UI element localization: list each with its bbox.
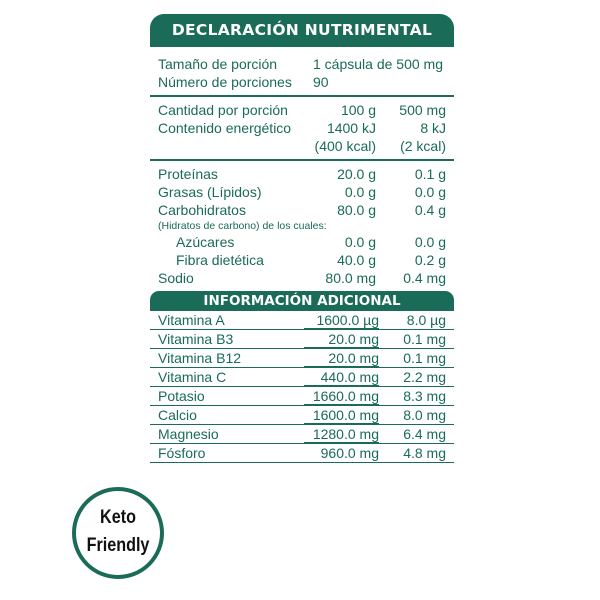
mineral-row [150, 444, 454, 463]
mineral-col2: 4.8 mg [403, 445, 446, 461]
vitamin-col1: 440.0 mg [304, 368, 379, 386]
mineral-label: Calcio [158, 407, 197, 423]
mineral-col1: 1280.0 mg [304, 425, 379, 443]
serving-size-label: Tamaño de porción [158, 56, 278, 72]
carb-sub-col1: 0.0 g [344, 234, 376, 250]
sodium-row [150, 269, 454, 287]
nutrient-col1: 0.0 g [344, 184, 376, 200]
nutrient-label: Proteínas [158, 166, 218, 182]
energy-col1-kj: 1400 kJ [326, 120, 376, 136]
mineral-col2: 6.4 mg [403, 426, 446, 442]
vitamin-row [150, 349, 454, 368]
nutrition-panel [150, 14, 454, 463]
vitamin-row [150, 368, 454, 387]
vitamin-label: Vitamina B3 [158, 331, 234, 347]
mineral-row [150, 387, 454, 406]
vitamin-label: Vitamina A [158, 312, 225, 328]
carb-sub-label: Azúcares [176, 234, 235, 250]
nutrient-col2: 0.1 g [414, 166, 446, 182]
vitamin-col1: 20.0 mg [304, 349, 379, 367]
column-header-col1: 100 g [340, 102, 376, 118]
energy-col1-kcal: (400 kcal) [314, 138, 376, 154]
nutrient-col1: 80.0 g [337, 202, 376, 218]
carb-sub-row [150, 233, 454, 251]
additional-info-title: INFORMACIÓN ADICIONAL [150, 291, 454, 311]
mineral-col1: 960.0 mg [320, 445, 379, 461]
vitamin-col1: 1600.0 µg [304, 311, 379, 329]
nutrient-row [150, 165, 454, 183]
serving-count-label: Número de porciones [158, 74, 292, 90]
energy-label: Contenido energético [158, 120, 292, 136]
mineral-label: Fósforo [158, 445, 206, 461]
carb-sub-col2: 0.2 g [414, 252, 446, 268]
mineral-col2: 8.3 mg [403, 388, 446, 404]
badge-line2: Friendly [86, 535, 150, 556]
vitamin-row [150, 330, 454, 349]
serving-size-value: 1 cápsula de 500 mg [313, 56, 443, 72]
mineral-label: Potasio [158, 388, 205, 404]
vitamin-col2: 0.1 mg [403, 331, 446, 347]
mineral-col1: 1600.0 mg [304, 406, 379, 424]
carb-sub-label: Fibra dietética [176, 252, 264, 268]
nutrient-col1: 20.0 g [337, 166, 376, 182]
carb-note-row [150, 219, 454, 233]
nutrient-row [150, 183, 454, 201]
energy-col2-kcal: (2 kcal) [400, 138, 446, 154]
vitamin-col1: 20.0 mg [304, 330, 379, 348]
carb-sub-row [150, 251, 454, 269]
carb-note: (Hidratos de carbono) de los cuales: [158, 220, 327, 232]
column-header-col2: 500 mg [399, 102, 446, 118]
column-header-row [150, 101, 454, 119]
vitamin-label: Vitamina C [158, 369, 227, 385]
vitamin-label: Vitamina B12 [158, 350, 242, 366]
nutrient-label: Carbohidratos [158, 202, 246, 218]
vitamin-row [150, 311, 454, 330]
sodium-col1: 80.0 mg [325, 270, 376, 286]
serving-count-value: 90 [313, 74, 329, 90]
mineral-label: Magnesio [158, 426, 219, 442]
serving-count-row [150, 73, 454, 91]
mineral-col1: 1660.0 mg [304, 387, 379, 405]
sodium-label: Sodio [158, 270, 194, 286]
nutrient-row [150, 201, 454, 219]
nutrient-col2: 0.4 g [414, 202, 446, 218]
nutrient-col2: 0.0 g [414, 184, 446, 200]
keto-friendly-badge [72, 487, 164, 579]
energy-kcal-row [150, 137, 454, 155]
vitamin-col2: 0.1 mg [403, 350, 446, 366]
vitamin-col2: 2.2 mg [403, 369, 446, 385]
energy-row [150, 119, 454, 137]
serving-size-row [150, 55, 454, 73]
nutrient-label: Grasas (Lípidos) [158, 184, 262, 200]
vitamin-col2: 8.0 µg [406, 312, 446, 328]
carb-sub-col2: 0.0 g [414, 234, 446, 250]
mineral-col2: 8.0 mg [403, 407, 446, 423]
panel-title: DECLARACIÓN NUTRIMENTAL [150, 14, 454, 47]
sodium-col2: 0.4 mg [403, 270, 446, 286]
mineral-row [150, 425, 454, 444]
mineral-row [150, 406, 454, 425]
column-header-label: Cantidad por porción [158, 102, 288, 118]
energy-col2-kj: 8 kJ [420, 120, 446, 136]
badge-line1: Keto [100, 507, 136, 528]
carb-sub-col1: 40.0 g [337, 252, 376, 268]
